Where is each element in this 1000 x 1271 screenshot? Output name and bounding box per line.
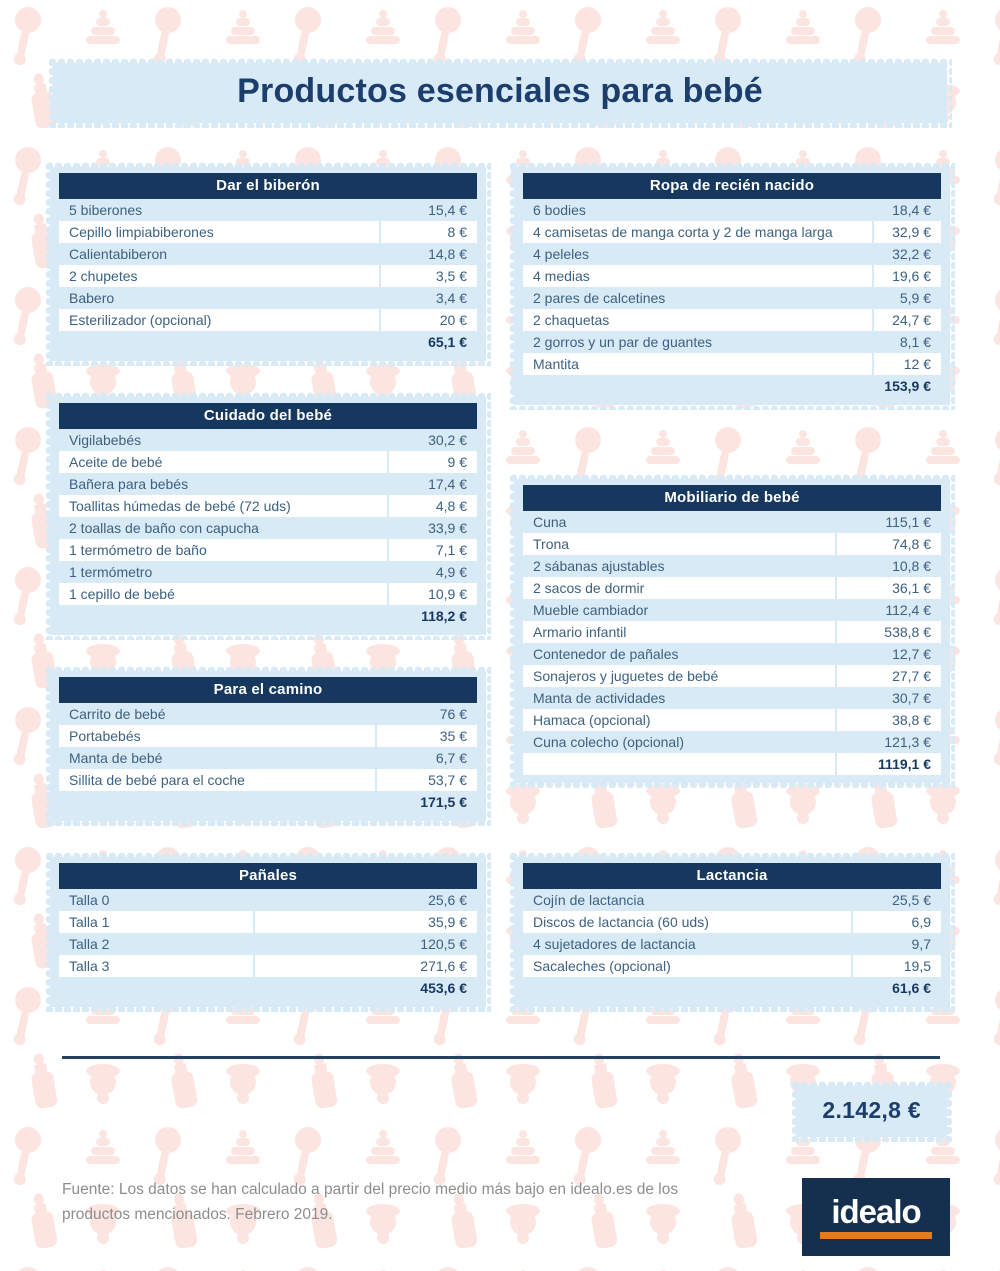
table-row [59, 725, 477, 747]
table-row [59, 747, 477, 769]
table-row [59, 933, 477, 955]
grand-total-badge [791, 1081, 952, 1142]
table-row [523, 889, 941, 911]
table-row [523, 643, 941, 665]
item-label: Discos de lactancia (60 uds) [523, 911, 851, 933]
table-row [523, 221, 941, 243]
item-label: Toallitas húmedas de bebé (72 uds) [59, 495, 387, 517]
table-row [59, 889, 477, 911]
table-dar-el-biberon [45, 162, 491, 366]
item-label: 2 sacos de dormir [523, 577, 835, 599]
table-title: Ropa de recién nacido [523, 173, 941, 199]
item-price: 271,6 € [255, 955, 477, 977]
idealo-logo-underline [820, 1232, 932, 1239]
item-label: 6 bodies [523, 199, 872, 221]
item-label: Sacaleches (opcional) [523, 955, 851, 977]
item-label: 2 pares de calcetines [523, 287, 872, 309]
table-row [523, 955, 941, 977]
item-label: 2 chaquetas [523, 309, 872, 331]
item-price: 8 € [381, 221, 477, 243]
item-label: Cepillo limpiabiberones [59, 221, 379, 243]
item-label: Esterilizador (opcional) [59, 309, 379, 331]
item-label: Mantita [523, 353, 872, 375]
right-column [509, 162, 955, 1012]
table-row [59, 473, 477, 495]
table-row [59, 583, 477, 605]
item-label: 4 sujetadores de lactancia [523, 933, 851, 955]
table-row [523, 199, 941, 221]
table-panales [45, 852, 491, 1012]
item-label: Sillita de bebé para el coche [59, 769, 375, 791]
table-lactancia [509, 852, 955, 1012]
table-total-value: 453,6 € [255, 977, 477, 999]
item-label: Talla 2 [59, 933, 253, 955]
item-label: Aceite de bebé [59, 451, 387, 473]
table-row [523, 555, 941, 577]
item-price: 24,7 € [874, 309, 941, 331]
table-row [59, 451, 477, 473]
item-label: 2 chupetes [59, 265, 379, 287]
table-row [523, 665, 941, 687]
table-cuidado-del-bebe [45, 392, 491, 640]
grand-total-area [0, 1081, 952, 1142]
item-label: Babero [59, 287, 379, 309]
item-label: Calientabiberon [59, 243, 379, 265]
table-row [59, 539, 477, 561]
table-row [59, 309, 477, 331]
item-price: 4,8 € [389, 495, 477, 517]
table-total-value: 65,1 € [381, 331, 477, 353]
table-row [523, 599, 941, 621]
item-price: 6,7 € [377, 747, 477, 769]
item-price: 10,9 € [389, 583, 477, 605]
item-price: 25,6 € [255, 889, 477, 911]
table-total-row [59, 331, 477, 353]
total-label-empty [59, 331, 379, 353]
item-price: 19,6 € [874, 265, 941, 287]
item-label: Manta de actividades [523, 687, 835, 709]
item-label: Talla 1 [59, 911, 253, 933]
table-ropa-de-recien-nacido [509, 162, 955, 410]
table-row [523, 265, 941, 287]
table-row [59, 703, 477, 725]
item-label: Manta de bebé [59, 747, 375, 769]
table-row [523, 933, 941, 955]
item-label: Portabebés [59, 725, 375, 747]
item-price: 36,1 € [837, 577, 942, 599]
total-label-empty [59, 791, 375, 813]
item-price: 19,5 [853, 955, 941, 977]
item-price: 121,3 € [837, 731, 942, 753]
item-price: 9 € [389, 451, 477, 473]
table-row [59, 517, 477, 539]
item-label: 2 toallas de baño con capucha [59, 517, 387, 539]
table-total-row [59, 605, 477, 627]
item-label: Cuna colecho (opcional) [523, 731, 835, 753]
item-price: 32,9 € [874, 221, 941, 243]
item-price: 17,4 € [389, 473, 477, 495]
table-row [523, 309, 941, 331]
table-row [523, 331, 941, 353]
tables-area [45, 162, 955, 1012]
item-label: 1 termómetro de baño [59, 539, 387, 561]
grand-total-value: 2.142,8 € [822, 1097, 921, 1124]
item-label: 2 sábanas ajustables [523, 555, 835, 577]
table-row [523, 287, 941, 309]
table-row [523, 243, 941, 265]
table-total-row [523, 375, 941, 397]
table-row [523, 511, 941, 533]
total-label-empty [523, 375, 872, 397]
item-price: 6,9 [853, 911, 941, 933]
total-label-empty [523, 977, 851, 999]
table-row [59, 287, 477, 309]
item-label: Hamaca (opcional) [523, 709, 835, 731]
table-row [59, 561, 477, 583]
table-row [59, 429, 477, 451]
table-total-value: 1119,1 € [837, 753, 942, 775]
total-label-empty [523, 753, 835, 775]
item-price: 32,2 € [874, 243, 941, 265]
table-row [523, 577, 941, 599]
table-total-value: 153,9 € [874, 375, 941, 397]
table-title: Mobiliario de bebé [523, 485, 941, 511]
item-price: 5,9 € [874, 287, 941, 309]
item-price: 20 € [381, 309, 477, 331]
item-price: 8,1 € [874, 331, 941, 353]
item-price: 112,4 € [837, 599, 942, 621]
item-price: 4,9 € [389, 561, 477, 583]
table-title: Dar el biberón [59, 173, 477, 199]
item-price: 3,4 € [381, 287, 477, 309]
table-title: Para el camino [59, 677, 477, 703]
item-price: 9,7 [853, 933, 941, 955]
left-column [45, 162, 491, 1012]
item-label: Mueble cambiador [523, 599, 835, 621]
table-title: Lactancia [523, 863, 941, 889]
source-note: Fuente: Los datos se han calculado a partir del precio medio más bajo en idealo.es de los productos mencionados. Febrero 2019. [62, 1181, 679, 1223]
item-price: 15,4 € [381, 199, 477, 221]
item-label: Talla 0 [59, 889, 253, 911]
item-label: 1 termómetro [59, 561, 387, 583]
table-row [59, 495, 477, 517]
title-banner [48, 58, 952, 128]
item-label: Vigilabebés [59, 429, 387, 451]
table-row [59, 265, 477, 287]
item-label: Armario infantil [523, 621, 835, 643]
table-title: Pañales [59, 863, 477, 889]
item-label: 4 camisetas de manga corta y 2 de manga larga [523, 221, 872, 243]
table-row [523, 731, 941, 753]
item-label: Talla 3 [59, 955, 253, 977]
item-price: 76 € [377, 703, 477, 725]
table-title: Cuidado del bebé [59, 403, 477, 429]
item-label: Carrito de bebé [59, 703, 375, 725]
item-price: 25,5 € [853, 889, 941, 911]
table-total-row [523, 753, 941, 775]
total-label-empty [59, 605, 387, 627]
table-row [523, 911, 941, 933]
item-price: 33,9 € [389, 517, 477, 539]
table-row [523, 353, 941, 375]
item-price: 14,8 € [381, 243, 477, 265]
table-row [523, 709, 941, 731]
table-row [59, 199, 477, 221]
table-row [523, 621, 941, 643]
item-price: 74,8 € [837, 533, 942, 555]
table-row [523, 687, 941, 709]
item-price: 38,8 € [837, 709, 942, 731]
item-price: 10,8 € [837, 555, 942, 577]
table-mobiliario-de-bebe [509, 474, 955, 788]
table-total-value: 171,5 € [377, 791, 477, 813]
item-price: 538,8 € [837, 621, 942, 643]
table-row [59, 243, 477, 265]
table-total-value: 61,6 € [853, 977, 941, 999]
table-total-row [59, 977, 477, 999]
item-label: 1 cepillo de bebé [59, 583, 387, 605]
table-total-value: 118,2 € [389, 605, 477, 627]
item-price: 115,1 € [837, 511, 942, 533]
item-label: Cojín de lactancia [523, 889, 851, 911]
table-para-el-camino [45, 666, 491, 826]
item-price: 35 € [377, 725, 477, 747]
item-label: Cuna [523, 511, 835, 533]
idealo-logo-text: idealo [831, 1193, 921, 1231]
item-price: 27,7 € [837, 665, 942, 687]
table-row [523, 533, 941, 555]
footer [62, 1178, 950, 1256]
divider-line [62, 1056, 940, 1059]
table-total-row [523, 977, 941, 999]
item-label: 5 biberones [59, 199, 379, 221]
item-price: 18,4 € [874, 199, 941, 221]
item-price: 3,5 € [381, 265, 477, 287]
item-label: Trona [523, 533, 835, 555]
item-price: 120,5 € [255, 933, 477, 955]
item-price: 53,7 € [377, 769, 477, 791]
item-price: 7,1 € [389, 539, 477, 561]
item-price: 35,9 € [255, 911, 477, 933]
total-label-empty [59, 977, 253, 999]
item-label: Contenedor de pañales [523, 643, 835, 665]
table-row [59, 911, 477, 933]
item-label: 2 gorros y un par de guantes [523, 331, 872, 353]
item-label: Bañera para bebés [59, 473, 387, 495]
table-total-row [59, 791, 477, 813]
idealo-logo [802, 1178, 950, 1256]
table-row [59, 769, 477, 791]
item-label: Sonajeros y juguetes de bebé [523, 665, 835, 687]
item-label: 4 medias [523, 265, 872, 287]
item-price: 12,7 € [837, 643, 942, 665]
page-title: Productos esenciales para bebé [237, 72, 763, 110]
item-price: 12 € [874, 353, 941, 375]
item-price: 30,7 € [837, 687, 942, 709]
table-row [59, 955, 477, 977]
item-price: 30,2 € [389, 429, 477, 451]
item-label: 4 peleles [523, 243, 872, 265]
table-row [59, 221, 477, 243]
